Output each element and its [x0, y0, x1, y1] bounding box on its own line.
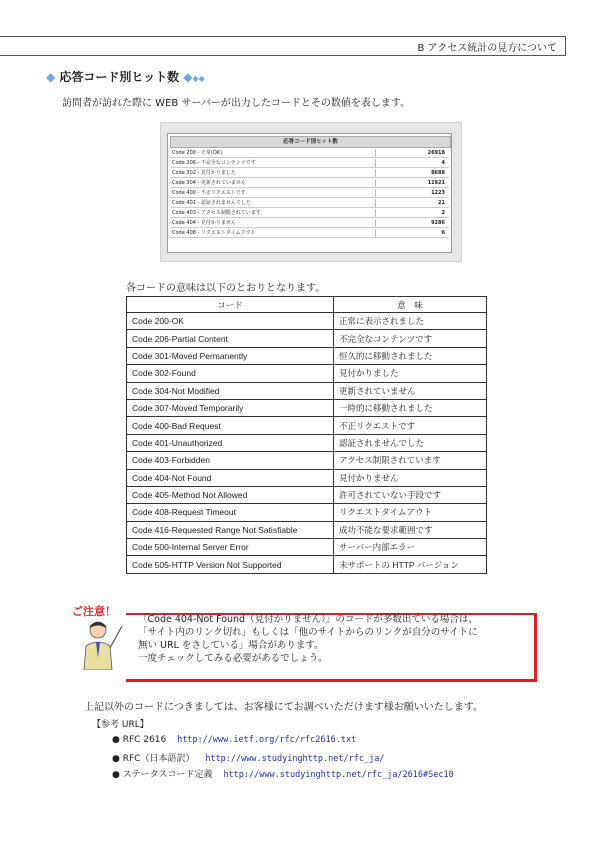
column-header-code: コード	[127, 297, 334, 313]
reference-label: RFC（日本語訳）	[122, 754, 195, 764]
column-divider	[375, 179, 376, 187]
stats-row	[170, 229, 449, 238]
reference-label: RFC 2616	[122, 735, 167, 745]
stats-row-value: 26918	[427, 150, 445, 156]
stats-row-value: 21	[438, 200, 445, 206]
table-row	[127, 313, 487, 330]
column-divider	[375, 169, 376, 177]
meaning-cell: 成功不能な要求範囲です	[334, 521, 487, 538]
meaning-cell: 見付かりません	[334, 469, 487, 486]
notice-line: 無い URL をさしている」場合があります。	[138, 640, 324, 651]
column-divider	[375, 159, 376, 167]
reference-item	[112, 751, 384, 764]
stats-row-label: Code 403 - アクセス制限されています	[172, 210, 261, 216]
table-row	[127, 382, 487, 399]
meaning-cell: 許可されていない手段です	[334, 486, 487, 503]
meaning-cell: 恒久的に移動されました	[334, 347, 487, 364]
code-cell: Code 206-Partial Content	[127, 330, 334, 347]
table-row	[127, 521, 487, 538]
table-row	[127, 434, 487, 451]
stats-row	[170, 209, 449, 218]
stats-row-label: Code 200 - 正常(OK)	[172, 150, 223, 156]
notice-line: 「Code 404-Not Found（見付かりません）」のコードが多数出ている場合は、	[138, 614, 478, 625]
column-divider	[375, 189, 376, 197]
stats-row-value: 2	[441, 210, 445, 216]
section-title	[46, 68, 205, 85]
code-cell: Code 301-Moved Permanently	[127, 347, 334, 364]
code-cell: Code 403-Forbidden	[127, 452, 334, 469]
stats-row	[170, 219, 449, 228]
table-row	[127, 417, 487, 434]
notice-text	[138, 613, 534, 665]
stats-row	[170, 159, 449, 168]
code-cell: Code 401-Unauthorized	[127, 434, 334, 451]
code-cell: Code 400-Bad Request	[127, 417, 334, 434]
code-meaning-table	[126, 296, 487, 574]
code-cell: Code 500-Internal Server Error	[127, 539, 334, 556]
stats-row-label: Code 206 - 不完全なコンテンツです	[172, 160, 256, 166]
meaning-cell: アクセス制限されています	[334, 452, 487, 469]
stats-row	[170, 149, 449, 158]
code-cell: Code 405-Method Not Allowed	[127, 486, 334, 503]
section-title-text: 応答コード別ヒット数	[59, 70, 180, 84]
code-cell: Code 304-Not Modified	[127, 382, 334, 399]
stats-row-label: Code 302 - 見付かりました	[172, 170, 236, 176]
header-title: B アクセス統計の見方について	[417, 43, 557, 54]
references-title: 【参考 URL】	[92, 720, 149, 730]
stats-row-label: Code 304 - 更新されていません	[172, 180, 246, 186]
code-cell: Code 302-Found	[127, 365, 334, 382]
meaning-cell: 不正リクエストです	[334, 417, 487, 434]
stats-row	[170, 179, 449, 188]
column-divider	[375, 199, 376, 207]
meaning-cell: 未サポートの HTTP バージョン	[334, 556, 487, 573]
reference-item	[112, 767, 454, 780]
table-row	[127, 556, 487, 573]
page-header	[0, 36, 566, 56]
meaning-cell: 更新されていません	[334, 382, 487, 399]
code-cell: Code 408-Request Timeout	[127, 504, 334, 521]
reference-link[interactable]: http://www.ietf.org/rfc/rfc2616.txt	[177, 735, 357, 745]
meaning-cell: 正常に表示されました	[334, 313, 487, 330]
presenter-person-icon	[78, 618, 124, 670]
table-row	[127, 539, 487, 556]
stats-row	[170, 189, 449, 198]
code-cell: Code 505-HTTP Version Not Supported	[127, 556, 334, 573]
table-row	[127, 399, 487, 416]
stats-table-title: 応答コード別ヒット数	[170, 136, 451, 148]
notice-line: 「サイト内のリンク切れ」もしくは「他のサイトからのリンクが自分のサイトに	[138, 627, 478, 638]
table-row	[127, 452, 487, 469]
column-divider	[375, 219, 376, 227]
notice-label: ご注意！	[72, 605, 116, 618]
diamond-icon: ◆	[46, 70, 56, 84]
table-row	[127, 469, 487, 486]
stats-row-value: 4	[441, 160, 445, 166]
table-row	[127, 486, 487, 503]
diamond-icon: ◆◆	[192, 74, 205, 83]
stats-row-label: Code 408 - リクエストタイムアウト	[172, 230, 256, 236]
column-divider	[375, 209, 376, 217]
stats-row	[170, 169, 449, 178]
bullet-icon: ●	[112, 735, 120, 745]
table-row	[127, 504, 487, 521]
bullet-icon: ●	[112, 754, 120, 764]
stats-screenshot	[160, 122, 462, 262]
notice-line: 一度チェックしてみる必要があるでしょう。	[138, 653, 328, 664]
stats-row-label: Code 404 - 見付かりません	[172, 220, 236, 226]
column-divider	[375, 229, 376, 237]
diamond-icon: ◆	[183, 70, 193, 84]
code-cell: Code 200-OK	[127, 313, 334, 330]
reference-link[interactable]: http://www.studyinghttp.net/rfc_ja/2616#Sec10	[223, 770, 454, 780]
meaning-cell: サーバー内部エラー	[334, 539, 487, 556]
code-cell: Code 416-Requested Range Not Satisfiable	[127, 521, 334, 538]
stats-row-label: Code 400 - 不正リクエストです	[172, 190, 246, 196]
code-cell: Code 307-Moved Temporarily	[127, 399, 334, 416]
stats-row-value: 9286	[431, 220, 445, 226]
stats-row-value: 1223	[431, 190, 445, 196]
stats-row-label: Code 401 - 認証されませんでした	[172, 200, 251, 206]
reference-item	[112, 735, 356, 745]
reference-link[interactable]: http://www.studyinghttp.net/rfc_ja/	[205, 754, 385, 764]
code-cell: Code 404-Not Found	[127, 469, 334, 486]
stats-row-value: 11921	[427, 180, 445, 186]
table-row	[127, 365, 487, 382]
meaning-cell: 認証されませんでした	[334, 434, 487, 451]
stats-table-frame	[167, 133, 452, 253]
other-codes-note: 上記以外のコードにつきましては、お客様にてお調べいただけます様お願いいたします。	[84, 702, 483, 713]
meaning-cell: リクエストタイムアウト	[334, 504, 487, 521]
stats-row-value: 6	[441, 230, 445, 236]
meaning-cell: 一時的に移動されました	[334, 399, 487, 416]
column-header-meaning: 意 味	[334, 297, 487, 313]
reference-label: ステータスコード定義	[122, 770, 213, 780]
meaning-cell: 見付かりました	[334, 365, 487, 382]
meaning-intro: 各コードの意味は以下のとおりとなります。	[126, 283, 326, 294]
bullet-icon: ●	[112, 770, 120, 780]
table-row	[127, 330, 487, 347]
section-intro: 訪問者が訪れた際に WEB サーバーが出力したコードとその数値を表します。	[62, 98, 411, 109]
column-divider	[375, 149, 376, 157]
table-row	[127, 347, 487, 364]
meaning-cell: 不完全なコンテンツです	[334, 330, 487, 347]
stats-row	[170, 199, 449, 208]
stats-row-value: 8688	[431, 170, 445, 176]
table-header-row	[127, 297, 487, 313]
